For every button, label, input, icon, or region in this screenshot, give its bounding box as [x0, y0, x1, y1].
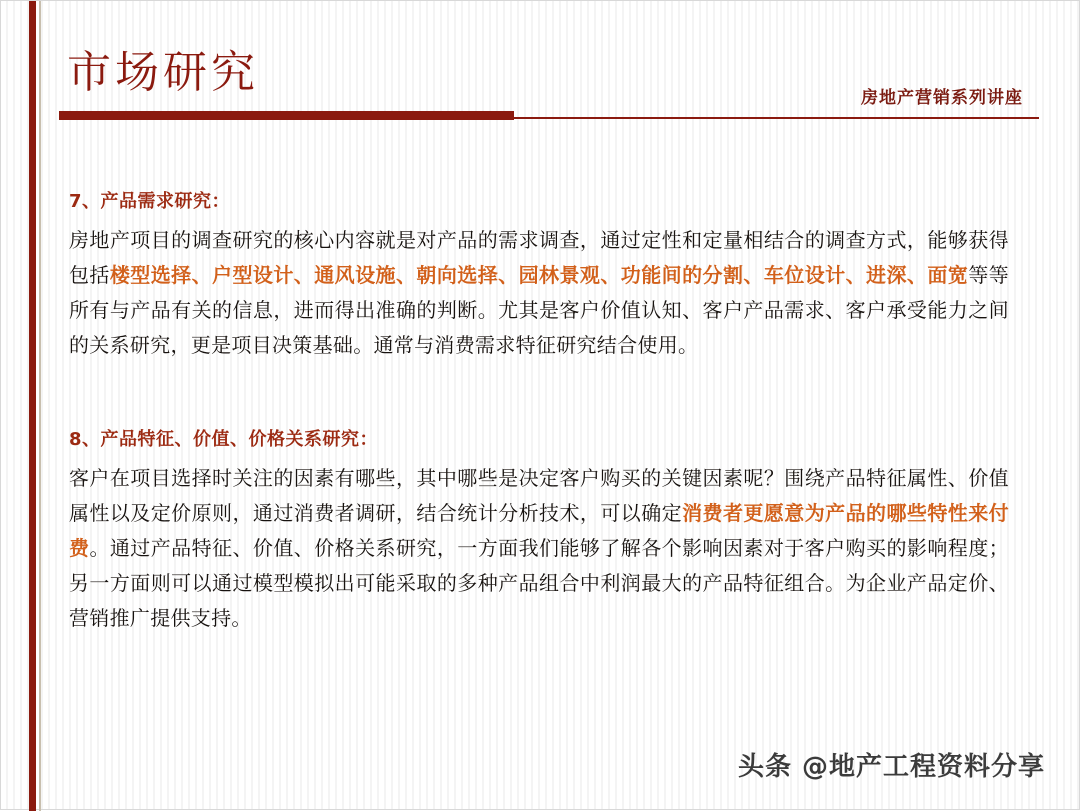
- section-body-7: [69, 223, 1009, 363]
- page-title: 市场研究: [67, 47, 259, 98]
- section-heading-text-7: 产品需求研究：: [100, 191, 231, 212]
- run-text: 房地产项目的调查研究的核心内容就是对产品的需求调查，通过定性和定量相结合的调查方式，能够获得包括: [69, 228, 1009, 287]
- title-rule-thin: [514, 117, 1039, 119]
- section-block-7: [69, 187, 1009, 363]
- watermark-text: @地产工程资料分享: [801, 752, 1045, 782]
- section-heading-7: [69, 187, 1009, 213]
- left-accent-bar-secondary: [39, 1, 41, 811]
- left-accent-bar: [29, 1, 36, 811]
- run-text: 等等所有与产品有关的信息，进而得出准确的判断。尤其是客户价值认知、客户产品需求、客户承受能力之间的关系研究，更是项目决策基础。通常与消费需求特征研究结合使用。: [69, 263, 1009, 357]
- section-number-7: 7、: [69, 191, 101, 212]
- section-number-8: 8、: [69, 429, 101, 450]
- section-heading-8: [69, 425, 1009, 451]
- slide-header: [59, 47, 1039, 137]
- section-block-8: [69, 425, 1009, 636]
- run-text-highlight: 消费者更愿意为产品的哪些特性来付费: [69, 501, 1009, 560]
- watermark: [738, 746, 1045, 783]
- section-heading-text-8: 产品特征、价值、价格关系研究：: [100, 429, 379, 450]
- section-body-8: [69, 461, 1009, 636]
- run-text: 。通过产品特征、价值、价格关系研究，一方面我们能够了解各个影响因素对于客户购买的影响程度；另一方面则可以通过模型模拟出可能采取的多种产品组合中利润最大的产品特征组合。为企业产品定价、营销推广提供支持。: [69, 536, 1009, 630]
- run-text: 客户在项目选择时关注的因素有哪些，其中哪些是决定客户购买的关键因素呢？围绕产品特征属性、价值属性以及定价原则，通过消费者调研，结合统计分析技术，可以确定: [69, 466, 1009, 525]
- slide-body: [69, 187, 1009, 636]
- title-rule-thick: [59, 111, 514, 120]
- watermark-mark: 头条: [737, 752, 792, 782]
- header-series-label: 房地产营销系列讲座: [861, 88, 1023, 108]
- run-text-highlight: 楼型选择、户型设计、通风设施、朝向选择、园林景观、功能间的分割、车位设计、进深、面宽: [109, 263, 969, 287]
